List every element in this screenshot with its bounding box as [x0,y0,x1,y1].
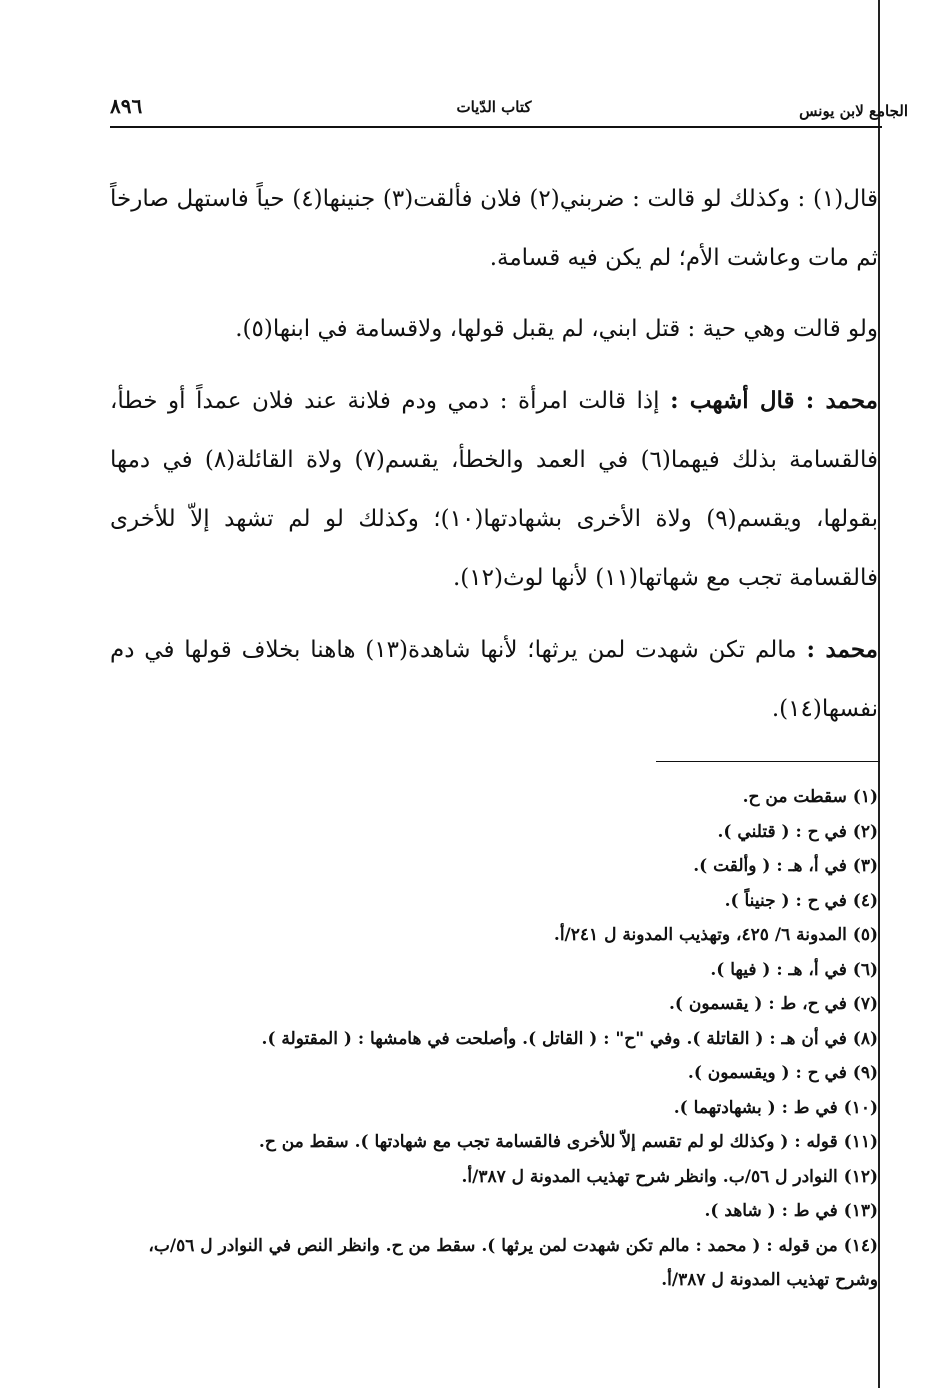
running-title-chapter: كتاب الدّيات [456,98,532,116]
paragraph-3 [110,371,878,608]
main-text [110,170,878,751]
footnotes [110,780,878,1298]
footnote-separator [656,761,880,762]
paragraph-4-text: مالم تكن شهدت لمن يرثها؛ لأنها شاهدة(١٣) هاهنا بخلاف قولها في دم نفسها(١٤). [110,637,878,722]
footnote: (٦) في أ، هـ : ( فيها ). [710,959,878,980]
footnote: (١٠) في ط : ( بشهادتهما ). [673,1097,878,1118]
footnote: (١٢) النوادر ل ٥٦/ب. وانظر شرح تهذيب المدونة ل ٣٨٧/أ. [461,1166,878,1187]
footnote: (٨) في أن هـ : ( القاتلة ). وفي "ح" : ( القاتل ). وأصلحت في هامشها : ( المقتولة ). [261,1028,878,1049]
running-title-book: الجامع لابن يونس [799,102,908,120]
footnote: (٣) في أ، هـ : ( وألقت ). [693,856,878,876]
footnote: (٢) في ح : ( قتلني ). [717,821,878,842]
paragraph-1: قال(١) : وكذلك لو قالت : ضربني(٢) فلان فألقت(٣) جنينها(٤) حياً فاستهل صارخاً ثم مات وعاشت الأم؛ لم يكن فيه قسامة. [110,186,878,271]
paragraph-3-speaker: محمد : قال أشهب : [670,387,879,414]
page-number: ٨٩٦ [110,94,143,118]
footnote: (٧) في ح، ط : ( يقسمون ). [668,994,878,1014]
footnote: (٩) في ح : ( ويقسمون ). [687,1063,878,1083]
paragraph-4-speaker: محمد : [806,636,878,663]
paragraph-2: ولو قالت وهي حية : قتل ابني، لم يقبل قولها، ولاقسامة في ابنها(٥). [235,316,878,342]
page-edge-rule [878,0,880,1388]
footnote: (٤) في ح : ( جنيناً ). [724,890,878,911]
paragraph-3-text: إذا قالت امرأة : دمي ودم فلانة عند فلان عمداً أو خطأ، فالقسامة بذلك فيهما(٦) في العمد والخطأ، يقسم(٧) ولاة القائلة(٨) في دمها بقولها، ويقسم(٩) ولاة الأخرى بشهادتها(١٠)؛ وكذلك لو لم تشهد إلاّ للأخرى فالقسامة تجب مع شهاتها(١١) لأنها لوث(١٢). [110,388,879,591]
footnote: (١٤) من قوله : ( محمد : مالم تكن شهدت لمن يرثها ). سقط من ح. وانظر النص في النوادر ل ٥٦/ب، وشرح تهذيب المدونة ل ٣٨٧/أ. [148,1235,878,1290]
footnote: (١٣) في ط : ( شاهد ). [704,1201,878,1221]
footnote: (٥) المدونة ٦/ ٤٢٥، وتهذيب المدونة ل ٢٤١/أ. [553,925,878,945]
paragraph-4 [110,620,878,739]
footnote: (١) سقطت من ح. [742,787,878,807]
document-page [110,90,908,1370]
page-header [110,90,908,124]
footnote: (١١) قوله : ( وكذلك لو لم تقسم إلاّ للأخرى فالقسامة تجب مع شهادتها ). سقط من ح. [258,1132,878,1152]
header-rule [110,126,882,128]
